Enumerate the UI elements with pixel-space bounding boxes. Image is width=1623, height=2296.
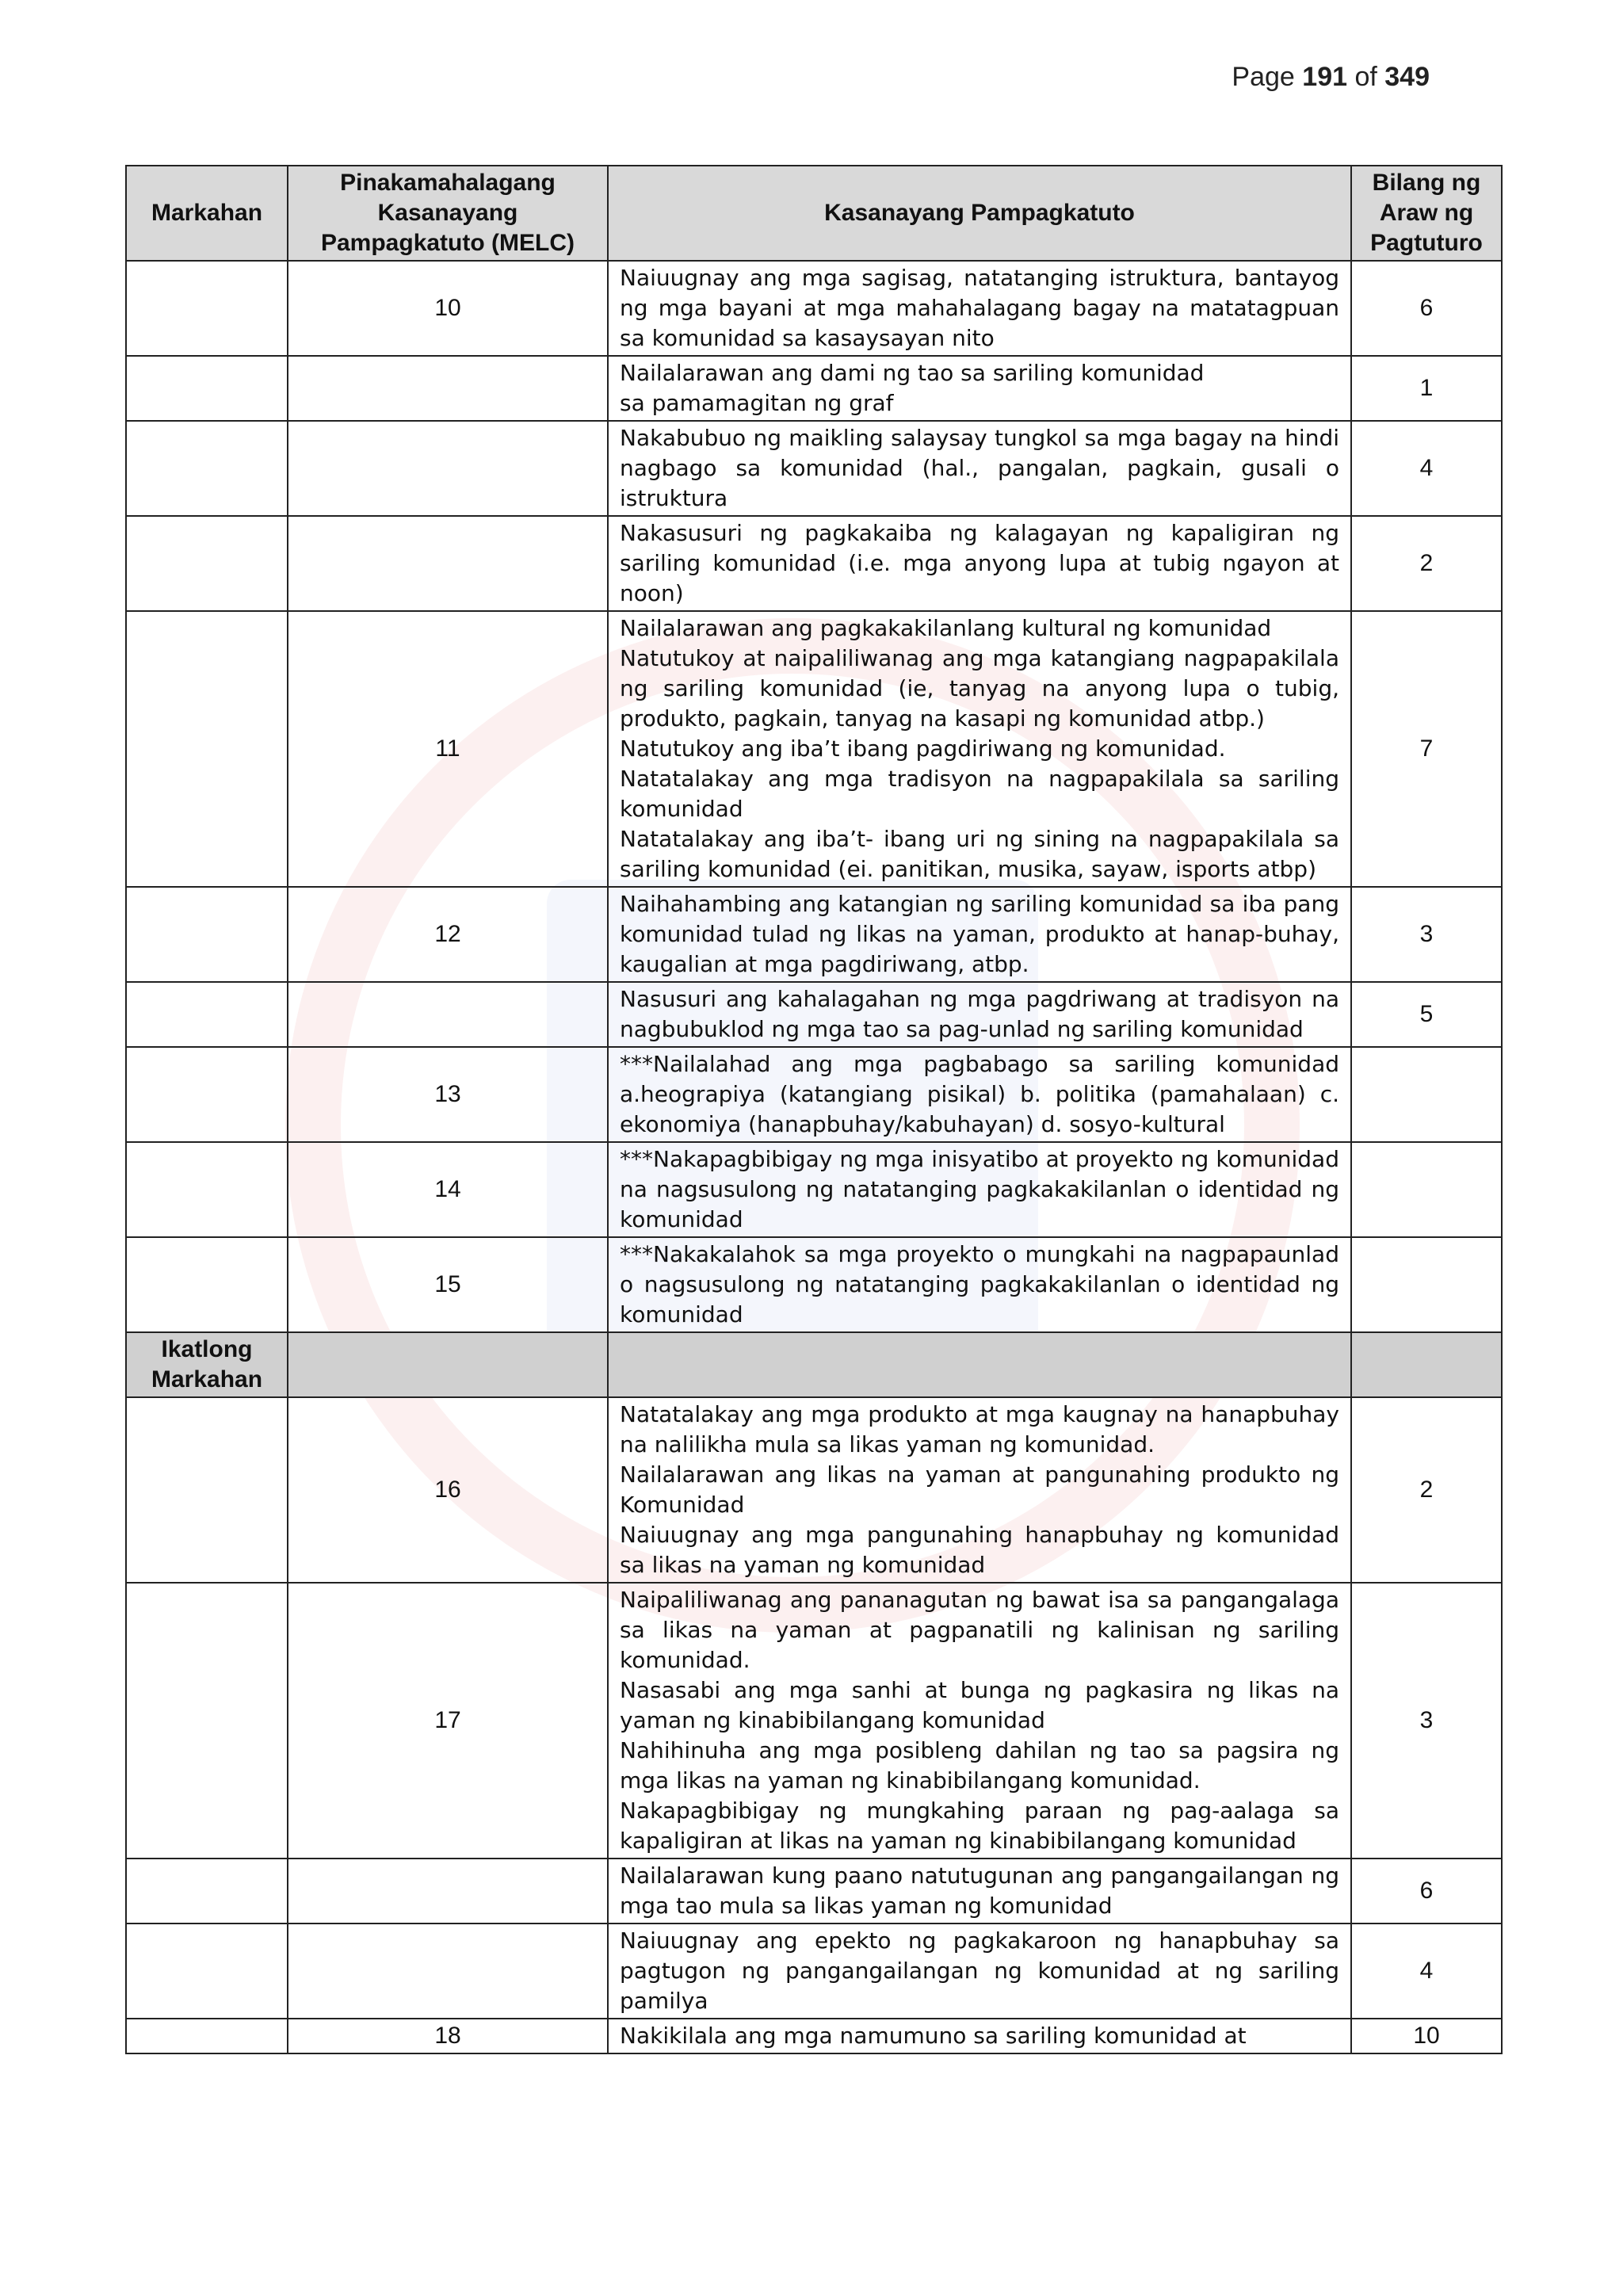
markahan-cell	[126, 1397, 288, 1583]
markahan-cell	[126, 2019, 288, 2053]
quarter-empty-cell	[288, 1332, 608, 1397]
competency-line: Natatalakay ang mga tradisyon na nagpapakilala sa sariling komunidad	[620, 766, 1339, 822]
competency-cell	[608, 1397, 1351, 1583]
markahan-cell	[126, 887, 288, 982]
melc-number-cell	[288, 516, 608, 611]
quarter-row	[126, 1332, 1502, 1397]
competency-line: Nakikilala ang mga namumuno sa sariling komunidad at	[620, 2023, 1247, 2049]
table-row	[126, 1583, 1502, 1859]
melc-number-cell: 18	[288, 2019, 608, 2053]
competency-cell	[608, 1047, 1351, 1142]
quarter-empty-cell	[608, 1332, 1351, 1397]
melc-number-cell: 10	[288, 261, 608, 356]
markahan-cell	[126, 1047, 288, 1142]
table-row	[126, 1397, 1502, 1583]
competency-line: Nakapagbibigay ng mungkahing paraan ng pag-aalaga sa kapaligiran at likas na yaman ng kinabibilangang komunidad	[620, 1797, 1339, 1854]
days-cell: 4	[1351, 421, 1502, 516]
table-row	[126, 1142, 1502, 1237]
header-kasanayan: Kasanayang Pampagkatuto	[608, 166, 1351, 261]
competency-cell	[608, 1859, 1351, 1924]
days-cell: 1	[1351, 356, 1502, 421]
melc-table	[125, 165, 1503, 2054]
melc-number-cell	[288, 982, 608, 1047]
competency-line: ***Nakapagbibigay ng mga inisyatibo at proyekto ng komunidad na nagsusulong ng natatanging pagkakakilanlan o identidad ng komunidad	[620, 1146, 1339, 1232]
competency-cell	[608, 421, 1351, 516]
days-cell: 6	[1351, 261, 1502, 356]
competency-line: Nakasusuri ng pagkakaiba ng kalagayan ng kapaligiran ng sariling komunidad (i.e. mga anyong lupa at tubig ngayon at noon)	[620, 520, 1339, 606]
table-header-row	[126, 166, 1502, 261]
competency-line: Natutukoy ang iba’t ibang pagdiriwang ng komunidad.	[620, 735, 1226, 762]
competency-cell	[608, 2019, 1351, 2053]
markahan-cell	[126, 611, 288, 887]
melc-number-cell	[288, 421, 608, 516]
markahan-cell	[126, 1859, 288, 1924]
days-cell	[1351, 1047, 1502, 1142]
competency-line: Nailalarawan ang dami ng tao sa sariling komunidad	[620, 360, 1205, 386]
competency-line: Natutukoy at naipaliliwanag ang mga katangiang nagpapakilala ng sariling komunidad (ie, tanyag na anyong lupa o tubig, produkto, pagkain, tanyag na kasapi ng komunidad atbp.)	[620, 645, 1339, 732]
competency-cell	[608, 516, 1351, 611]
days-cell: 4	[1351, 1924, 1502, 2019]
quarter-label: Ikatlong Markahan	[126, 1332, 288, 1397]
table-row	[126, 1047, 1502, 1142]
competency-cell	[608, 1583, 1351, 1859]
table-row	[126, 611, 1502, 887]
markahan-cell	[126, 421, 288, 516]
competency-cell	[608, 1924, 1351, 2019]
table-row	[126, 2019, 1502, 2053]
melc-number-cell: 15	[288, 1237, 608, 1332]
melc-number-cell	[288, 1859, 608, 1924]
melc-number-cell: 17	[288, 1583, 608, 1859]
competency-cell	[608, 1237, 1351, 1332]
days-cell	[1351, 1237, 1502, 1332]
header-bilang: Bilang ng Araw ng Pagtuturo	[1351, 166, 1502, 261]
melc-number-cell: 12	[288, 887, 608, 982]
days-cell: 7	[1351, 611, 1502, 887]
competency-line: Naiuugnay ang mga sagisag, natatanging istruktura, bantayog ng mga bayani at mga mahahalagang bagay na matatagpuan sa komunidad sa kasaysayan nito	[620, 265, 1339, 351]
competency-line: Natatalakay ang iba’t- ibang uri ng sining na nagpapakilala sa sariling komunidad (ei. panitikan, musika, sayaw, isports atbp)	[620, 826, 1339, 882]
competency-cell	[608, 1142, 1351, 1237]
markahan-cell	[126, 1924, 288, 2019]
table-row	[126, 516, 1502, 611]
header-melc: Pinakamahalagang Kasanayang Pampagkatuto (MELC)	[288, 166, 608, 261]
competency-line: Nasusuri ang kahalagahan ng mga pagdriwang at tradisyon na nagbubuklod ng mga tao sa pag-unlad ng sariling komunidad	[620, 986, 1339, 1042]
competency-cell	[608, 611, 1351, 887]
competency-line: Naiuugnay ang mga pangunahing hanapbuhay ng komunidad sa likas na yaman ng komunidad	[620, 1522, 1339, 1578]
melc-number-cell	[288, 1924, 608, 2019]
days-cell: 5	[1351, 982, 1502, 1047]
markahan-cell	[126, 1237, 288, 1332]
competency-line: Naihahambing ang katangian ng sariling komunidad sa iba pang komunidad tulad ng likas na yaman, produkto at hanap-buhay, kaugalian at mga pagdiriwang, atbp.	[620, 891, 1339, 977]
markahan-cell	[126, 982, 288, 1047]
table-row	[126, 1924, 1502, 2019]
days-cell: 2	[1351, 516, 1502, 611]
melc-number-cell: 11	[288, 611, 608, 887]
table-row	[126, 1237, 1502, 1332]
table-row	[126, 356, 1502, 421]
melc-number-cell: 16	[288, 1397, 608, 1583]
competency-line: sa pamamagitan ng graf	[620, 390, 894, 416]
competency-line: ***Nakakalahok sa mga proyekto o mungkahi na nagpapaunlad o nagsusulong ng natatanging pagkakakilanlan o identidad ng komunidad	[620, 1241, 1339, 1328]
melc-number-cell	[288, 356, 608, 421]
markahan-cell	[126, 1142, 288, 1237]
days-cell: 10	[1351, 2019, 1502, 2053]
competency-cell	[608, 887, 1351, 982]
competency-cell	[608, 982, 1351, 1047]
competency-line: Natatalakay ang mga produkto at mga kaugnay na hanapbuhay na nalilikha mula sa likas yaman ng komunidad.	[620, 1401, 1339, 1457]
competency-line: Nasasabi ang mga sanhi at bunga ng pagkasira ng likas na yaman ng kinabibilangang komunidad	[620, 1677, 1339, 1733]
competency-line: Nailalarawan ang likas na yaman at pangunahing produkto ng Komunidad	[620, 1461, 1339, 1518]
competency-line: Nailalarawan kung paano natutugunan ang pangangailangan ng mga tao mula sa likas yaman ng komunidad	[620, 1862, 1339, 1919]
days-cell: 6	[1351, 1859, 1502, 1924]
header-markahan: Markahan	[126, 166, 288, 261]
competency-line: Nakabubuo ng maikling salaysay tungkol sa mga bagay na hindi nagbago sa komunidad (hal., pangalan, pagkain, gusali o istruktura	[620, 425, 1339, 511]
competency-line: Nahihinuha ang mga posibleng dahilan ng tao sa pagsira ng mga likas na yaman ng kinabibilangang komunidad.	[620, 1737, 1339, 1794]
table-row	[126, 261, 1502, 356]
melc-number-cell: 13	[288, 1047, 608, 1142]
table-row	[126, 887, 1502, 982]
table-row	[126, 982, 1502, 1047]
days-cell	[1351, 1142, 1502, 1237]
competency-line: Naiuugnay ang epekto ng pagkakaroon ng hanapbuhay sa pagtugon ng pangangailangan ng komunidad at ng sariling pamilya	[620, 1927, 1339, 2014]
markahan-cell	[126, 516, 288, 611]
table-row	[126, 421, 1502, 516]
competency-cell	[608, 356, 1351, 421]
quarter-empty-cell	[1351, 1332, 1502, 1397]
competency-line: Naipaliliwanag ang pananagutan ng bawat isa sa pangangalaga sa likas na yaman at pagpanatili ng kalinisan ng sariling komunidad.	[620, 1587, 1339, 1673]
markahan-cell	[126, 356, 288, 421]
competency-line: Nailalarawan ang pagkakakilanlang kultural ng komunidad	[620, 615, 1272, 641]
melc-number-cell: 14	[288, 1142, 608, 1237]
competency-cell	[608, 261, 1351, 356]
markahan-cell	[126, 261, 288, 356]
days-cell: 3	[1351, 887, 1502, 982]
competency-line: ***Nailalahad ang mga pagbabago sa sariling komunidad a.heograpiya (katangiang pisikal) b. politika (pamahalaan) c. ekonomiya (hanapbuhay/kabuhayan) d. sosyo-kultural	[620, 1051, 1339, 1137]
markahan-cell	[126, 1583, 288, 1859]
days-cell: 3	[1351, 1583, 1502, 1859]
table-row	[126, 1859, 1502, 1924]
page-number: Page 191 of 349	[1232, 62, 1430, 92]
days-cell: 2	[1351, 1397, 1502, 1583]
